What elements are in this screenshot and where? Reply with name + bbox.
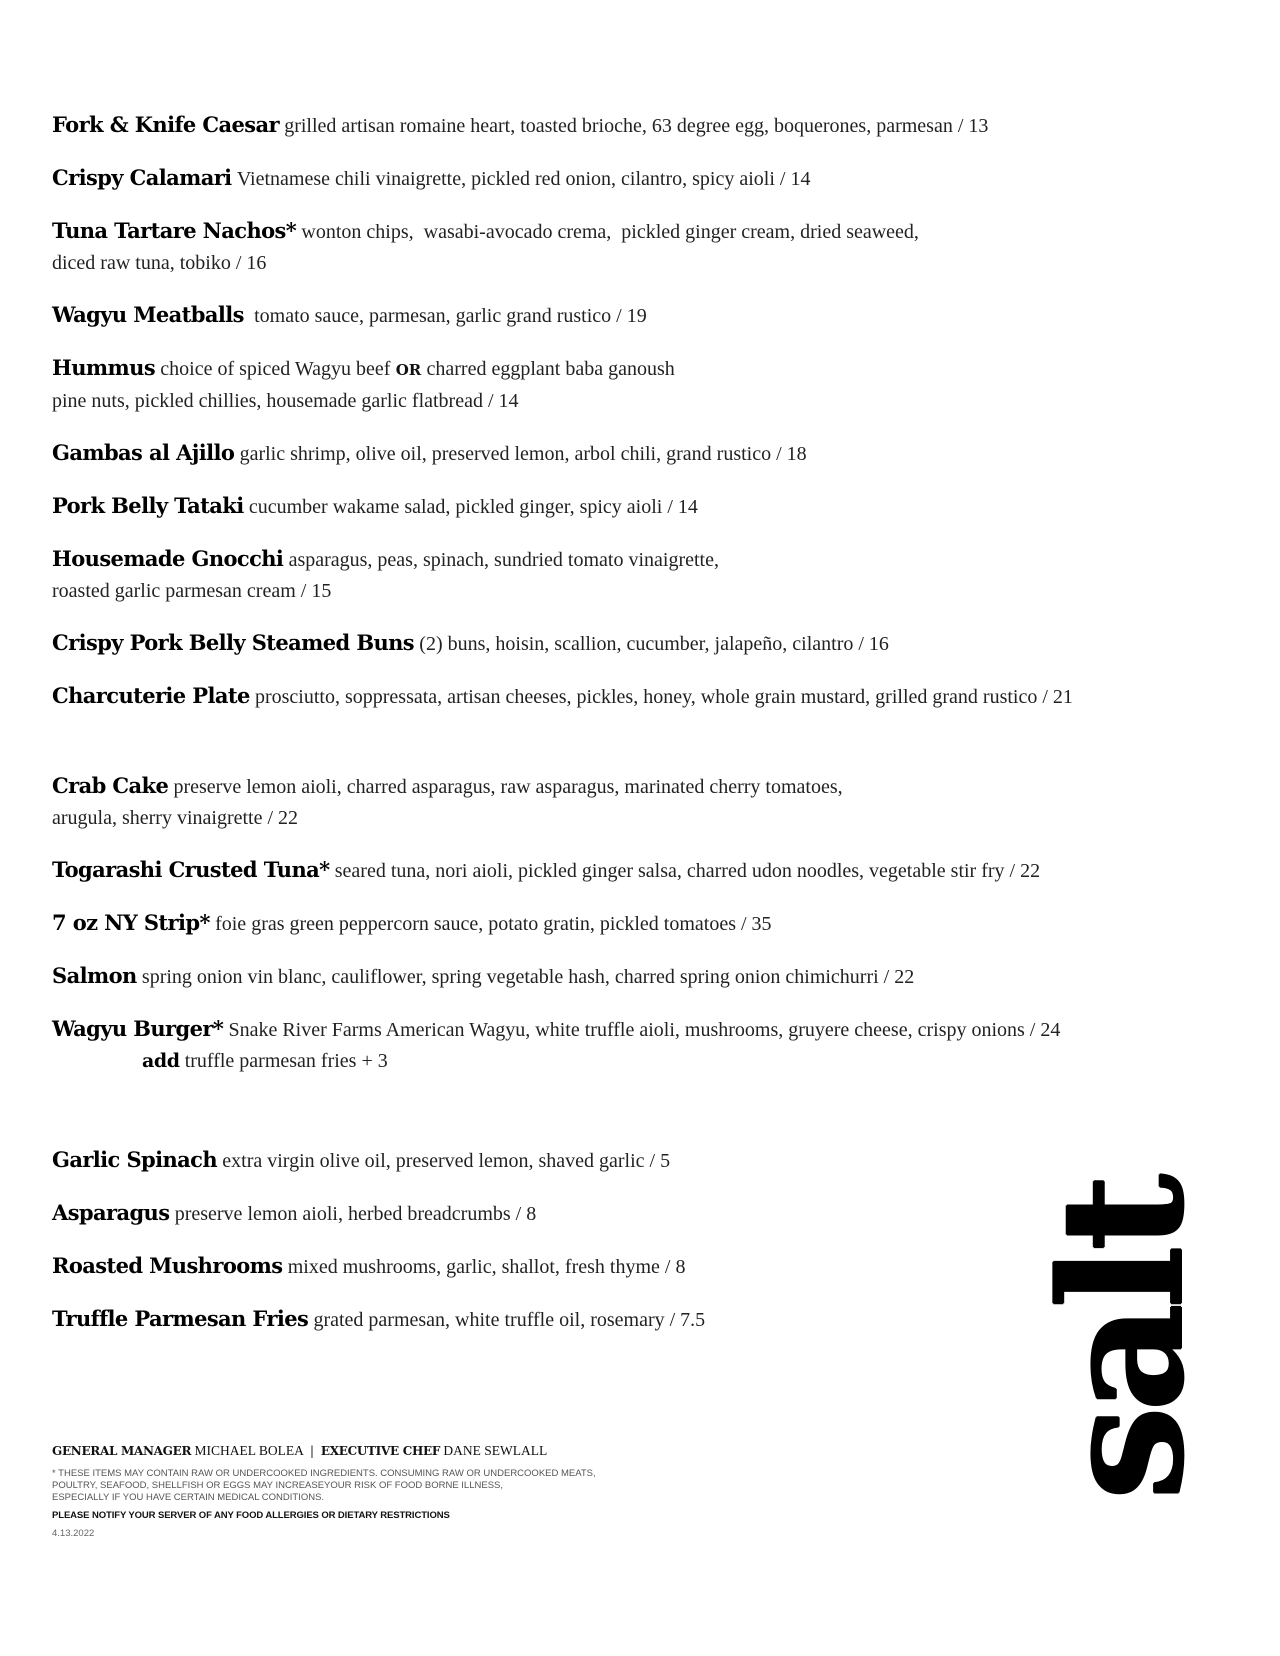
item-description: cucumber wakame salad, pickled ginger, spicy aioli / 14	[248, 496, 698, 518]
menu-item	[52, 215, 1232, 279]
item-name: Housemade Gnocchi	[52, 546, 284, 571]
item-name: Togarashi Crusted Tuna*	[52, 857, 330, 882]
item-description: Snake River Farms American Wagyu, white truffle aioli, mushrooms, gruyere cheese, crispy onions / 24	[228, 1019, 1061, 1041]
item-name: Pork Belly Tataki	[52, 493, 244, 518]
menu-item	[52, 162, 1232, 195]
menu-item	[52, 352, 1232, 417]
or-label: OR	[395, 361, 422, 379]
item-description: asparagus, peas, spinach, sundried tomato vinaigrette,	[288, 549, 719, 571]
item-description: wonton chips, wasabi-avocado crema, pickled ginger cream, dried seaweed,	[301, 221, 919, 243]
menu-item	[52, 960, 1232, 993]
item-name: Truffle Parmesan Fries	[52, 1306, 309, 1331]
salt-logo	[1023, 1140, 1221, 1540]
disclaimer-line: * THESE ITEMS MAY CONTAIN RAW OR UNDERCOOKED INGREDIENTS. CONSUMING RAW OR UNDERCOOKED MEATS,	[52, 1468, 596, 1479]
disclaimer-line: ESPECIALLY IF YOU HAVE CERTAIN MEDICAL CONDITIONS.	[52, 1492, 325, 1503]
menu-item	[52, 1013, 1232, 1077]
menu-item	[52, 437, 1232, 470]
divider: |	[310, 1443, 314, 1458]
item-name: Fork & Knife Caesar	[52, 112, 279, 137]
item-name: Gambas al Ajillo	[52, 440, 235, 465]
logo-wordmark: salt	[1023, 1179, 1221, 1501]
item-name: Wagyu Burger*	[52, 1016, 224, 1041]
item-description-continued: arugula, sherry vinaigrette / 22	[52, 807, 299, 829]
item-description-continued: roasted garlic parmesan cream / 15	[52, 580, 332, 602]
starters-section	[52, 109, 1232, 713]
addon-text: truffle parmesan fries + 3	[184, 1050, 388, 1072]
item-name: Charcuterie Plate	[52, 683, 250, 708]
disclaimer-line: POULTRY, SEAFOOD, SHELLFISH OR EGGS MAY INCREASEYOUR RISK OF FOOD BORNE ILLNESS,	[52, 1480, 504, 1491]
mains-section	[52, 770, 1232, 1077]
item-description: (2) buns, hoisin, scallion, cucumber, jalapeño, cilantro / 16	[419, 633, 889, 655]
menu-item	[52, 109, 1232, 142]
item-description: extra virgin olive oil, preserved lemon, shaved garlic / 5	[222, 1150, 671, 1172]
general-manager-label: GENERAL MANAGER	[52, 1444, 192, 1458]
menu-item	[52, 490, 1232, 523]
item-addon	[52, 1046, 1232, 1077]
item-description: foie gras green peppercorn sauce, potato gratin, pickled tomatoes / 35	[215, 913, 772, 935]
menu-item	[52, 543, 1232, 607]
menu-date: 4.13.2022	[52, 1528, 95, 1539]
item-description: grilled artisan romaine heart, toasted brioche, 63 degree egg, boquerones, parmesan / 13	[284, 115, 989, 137]
item-name: Crab Cake	[52, 773, 169, 798]
item-name: Wagyu Meatballs	[52, 302, 244, 327]
item-description: mixed mushrooms, garlic, shallot, fresh thyme / 8	[287, 1256, 686, 1278]
item-name: Crispy Calamari	[52, 165, 232, 190]
item-description: garlic shrimp, olive oil, preserved lemon, arbol chili, grand rustico / 18	[239, 443, 807, 465]
item-name: Tuna Tartare Nachos*	[52, 218, 297, 243]
item-description-continued: diced raw tuna, tobiko / 16	[52, 252, 267, 274]
raw-food-disclaimer	[52, 1468, 752, 1504]
general-manager-name: MICHAEL BOLEA	[194, 1443, 304, 1458]
menu-item	[52, 299, 1232, 332]
item-name: Salmon	[52, 963, 137, 988]
item-description: Vietnamese chili vinaigrette, pickled red onion, cilantro, spicy aioli / 14	[236, 168, 811, 190]
item-name: Hummus	[52, 355, 156, 380]
item-description: spring onion vin blanc, cauliflower, spring vegetable hash, charred spring onion chimichurri / 22	[141, 966, 915, 988]
allergy-notice: PLEASE NOTIFY YOUR SERVER OF ANY FOOD ALLERGIES OR DIETARY RESTRICTIONS	[52, 1510, 450, 1521]
item-description: seared tuna, nori aioli, pickled ginger salsa, charred udon noodles, vegetable stir fry / 22	[334, 860, 1041, 882]
item-name: Garlic Spinach	[52, 1147, 218, 1172]
menu-item	[52, 680, 1232, 713]
menu-item	[52, 770, 1232, 834]
item-description: preserve lemon aioli, herbed breadcrumbs / 8	[174, 1203, 537, 1225]
menu-footer	[52, 1443, 752, 1540]
item-description: prosciutto, soppressata, artisan cheeses, pickles, honey, whole grain mustard, grilled grand rustico / 21	[254, 686, 1073, 708]
addon-label: add	[142, 1050, 180, 1072]
item-description: choice of spiced Wagyu beef	[160, 358, 391, 380]
menu-item	[52, 627, 1232, 660]
executive-chef-label: EXECUTIVE CHEF	[320, 1444, 441, 1458]
executive-chef-name: DANE SEWLALL	[443, 1443, 548, 1458]
item-name: Asparagus	[52, 1200, 170, 1225]
item-description: charred eggplant baba ganoush	[426, 358, 675, 380]
item-name: Crispy Pork Belly Steamed Buns	[52, 630, 415, 655]
staff-credits	[52, 1443, 752, 1459]
item-name: Roasted Mushrooms	[52, 1253, 283, 1278]
item-name: 7 oz NY Strip*	[52, 910, 210, 935]
menu-item	[52, 907, 1232, 940]
item-description: grated parmesan, white truffle oil, rosemary / 7.5	[313, 1309, 706, 1331]
item-description-continued: pine nuts, pickled chillies, housemade garlic flatbread / 14	[52, 390, 519, 412]
menu-item	[52, 854, 1232, 887]
item-description: preserve lemon aioli, charred asparagus, raw asparagus, marinated cherry tomatoes,	[173, 776, 843, 798]
item-description: tomato sauce, parmesan, garlic grand rustico / 19	[249, 305, 647, 327]
